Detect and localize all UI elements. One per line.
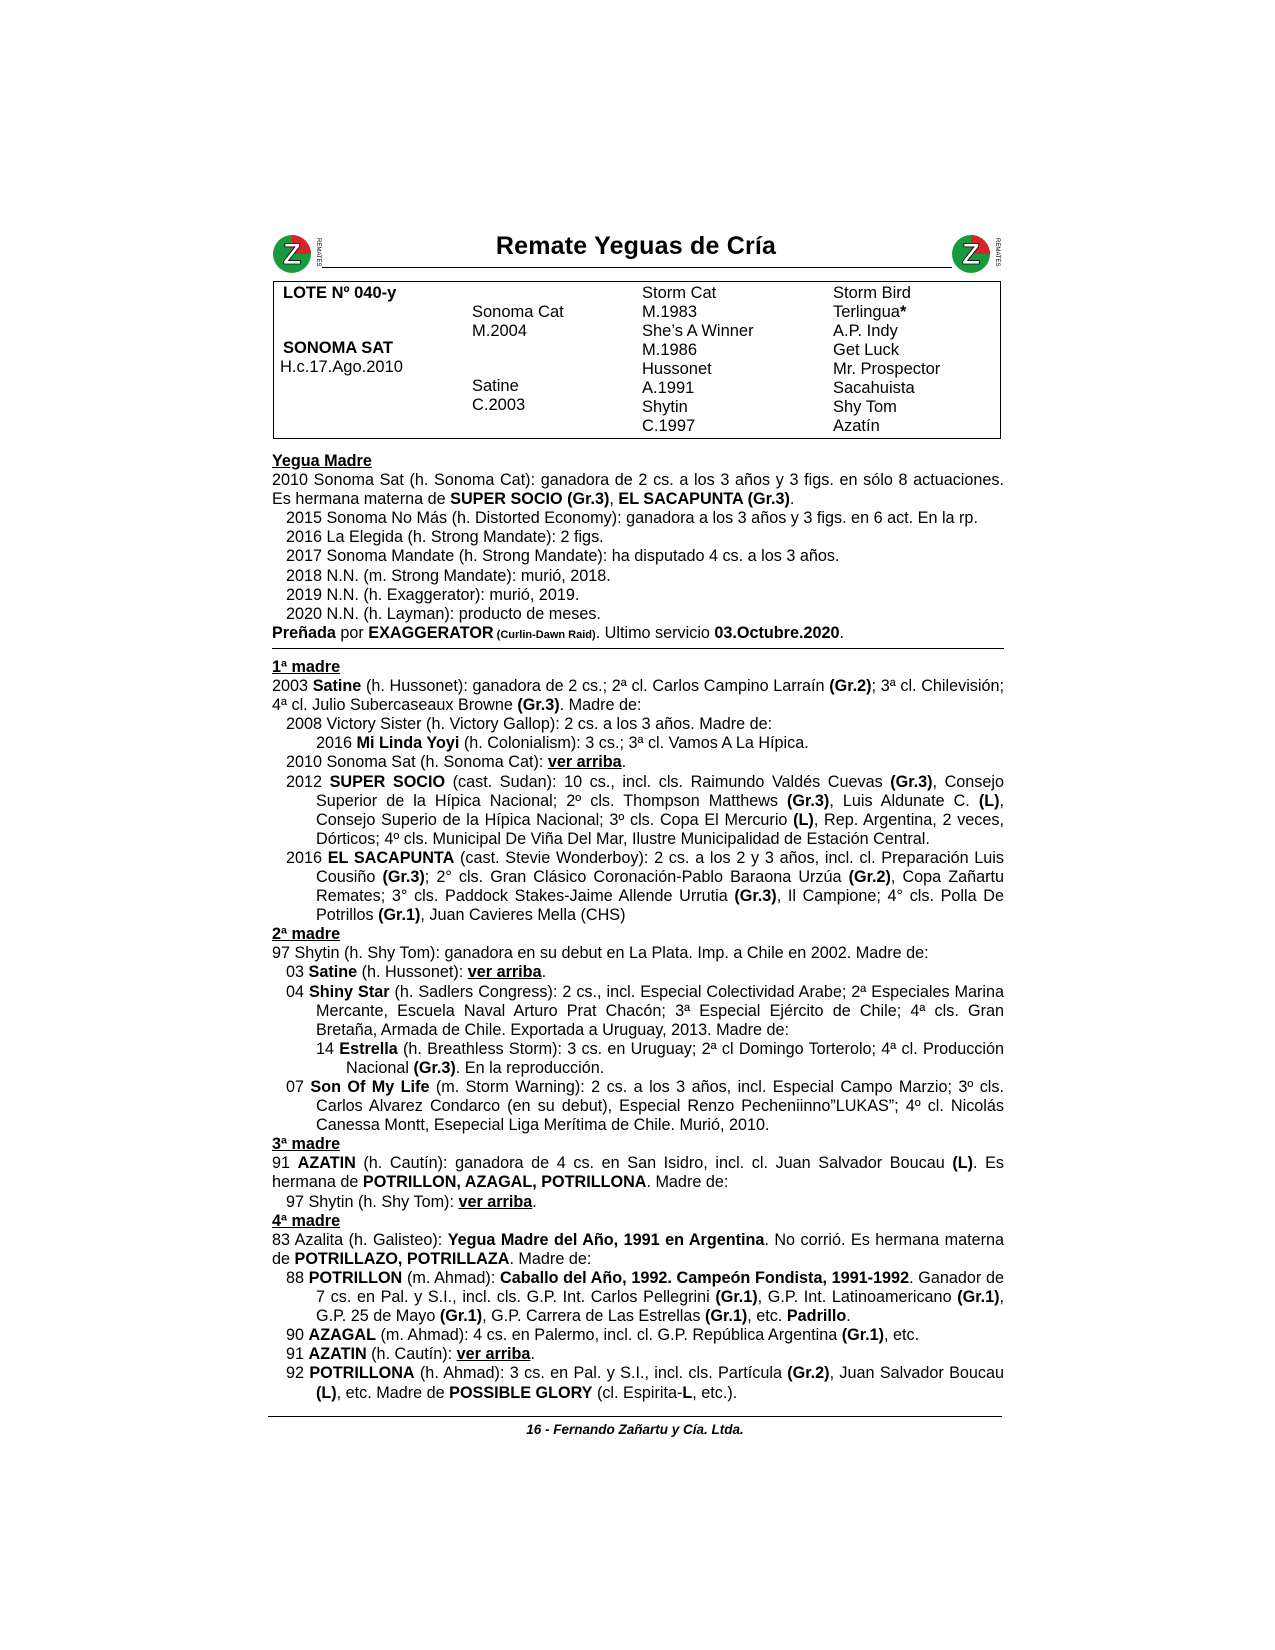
logo-left <box>272 226 324 278</box>
sibling-sep: , <box>609 490 619 509</box>
gen3-7: Shy Tom <box>833 398 897 416</box>
text-run: 2003 <box>272 677 313 696</box>
gen3-2 <box>833 303 906 322</box>
bold-text: (L) <box>793 810 814 829</box>
text-run: (h. Sadlers Congress): 2 cs., incl. Especial Colectividad Arabe; 2ª Especiales Marina Mercante, Escuela Naval Arturo Prat Chacón; 3ª Especial Ejército de Chile; 4ª cls. Gran Bretaña, Armada de Chile. Exportada a Uruguay, 2013. Madre de: <box>316 982 1004 1039</box>
text-run: 97 Shytin (h. Shy Tom): ganadora en su debut en La Plata. Imp. a Chile en 2002. Madre de: <box>272 944 929 963</box>
madre4-entry <box>272 1326 1004 1345</box>
text-run: , Rep. Argentina, 2 veces, Dórticos; 4º cls. Municipal De Viña Del Mar, Ilustre Municipalidad de Estación Central. <box>316 810 1004 848</box>
bold-text: Estrella <box>339 1039 398 1058</box>
bold-text: Shiny Star <box>308 982 390 1001</box>
text-run: . <box>541 963 547 982</box>
madre4-entry <box>272 1364 1004 1402</box>
text-run: . Madre de: <box>559 696 642 715</box>
madre3-intro <box>272 1154 1004 1192</box>
text-run: . Madre de: <box>509 1249 592 1268</box>
bold-text: (Gr.3) <box>787 791 830 810</box>
bold-text: EL SACAPUNTA <box>327 848 455 867</box>
text-run: (h. Breathless Storm): 3 cs. en Uruguay; 2ª cl Domingo Torterolo; 4ª cl. Producción Nacional <box>346 1039 1004 1077</box>
bold-text: Padrillo <box>786 1307 847 1326</box>
bold-text: Mi Linda Yoyi <box>356 734 460 753</box>
product-line: 2016 La Elegida (h. Strong Mandate): 2 figs. <box>286 528 604 547</box>
bold-text: Satine <box>308 963 358 982</box>
madre2-entry <box>272 963 1004 982</box>
pregnancy-line <box>272 624 1004 645</box>
bold-text: (Gr.3) <box>517 696 560 715</box>
bold-text: (Gr.2) <box>829 677 872 696</box>
bold-text: (Gr.2) <box>787 1364 830 1383</box>
gen2-3: She’s A Winner <box>642 322 754 340</box>
bold-text: SUPER SOCIO <box>329 772 446 791</box>
madre4-entry <box>272 1345 1004 1364</box>
text-run: , Luis Aldunate C. <box>829 791 979 810</box>
bold-text: POTRILLON <box>308 1268 403 1287</box>
text-run: , G.P. Carrera de Las Estrellas <box>482 1307 705 1326</box>
bold-text: AZATIN <box>297 1154 356 1173</box>
bold-text: POTRILLON, AZAGAL, POTRILLONA <box>362 1173 647 1192</box>
text-run: 2016 <box>316 734 357 753</box>
madre1-entry <box>272 849 1004 925</box>
gen3-4: Get Luck <box>833 341 900 359</box>
logo-right <box>951 226 1003 278</box>
madre1-intro <box>272 677 1004 715</box>
bold-text: L <box>682 1383 693 1402</box>
text-run: , G.P. Int. Latinoamericano <box>757 1288 958 1307</box>
text-run: (h. Colonialism): 3 cs.; 3ª cl. Vamos A La Hípica. <box>459 734 809 753</box>
text-run: (h. Ahmad): 3 cs. en Pal. y S.I., incl. cls. Partícula <box>414 1364 788 1383</box>
gen3-2-name: Terlingua <box>833 303 900 321</box>
svg-text:REMATES: REMATES <box>994 238 1000 267</box>
bold-text: Satine <box>312 677 362 696</box>
pregnant-por: por <box>335 623 369 642</box>
yegua-madre-intro <box>272 471 1004 509</box>
ver-arriba-ref: ver arriba <box>547 753 622 772</box>
text-run: (h. Hussonet): <box>357 963 468 982</box>
text-run: 92 <box>286 1364 310 1383</box>
bold-text: POTRILLAZO, POTRILLAZA <box>294 1249 510 1268</box>
bold-text: (Gr.1) <box>705 1307 748 1326</box>
bold-text: (Gr.1) <box>957 1288 1000 1307</box>
bold-text: (Gr.1) <box>841 1326 884 1345</box>
madre1-entry <box>272 715 1004 734</box>
bold-text: Yegua Madre del Año, 1991 en Argentina <box>447 1230 765 1249</box>
bold-text: Son Of My Life <box>310 1078 430 1096</box>
text-run: (m. Ahmad): <box>402 1268 501 1287</box>
yegua-madre-intro-text: 2010 Sonoma Sat (h. Sonoma Cat): ganadora de 2 cs. a los 3 años y 3 figs. en sólo 8 actuaciones. Es hermana materna de <box>272 471 1004 509</box>
bold-text: (Gr.3) <box>382 867 425 886</box>
text-run: 03 <box>286 963 309 982</box>
gen3-1: Storm Bird <box>833 284 911 302</box>
text-run: . Madre de: <box>646 1173 729 1192</box>
bold-text: (Gr.3) <box>413 1058 456 1077</box>
madre3-heading: 3ª madre <box>272 1135 341 1154</box>
content <box>272 452 1004 1403</box>
text-run: 83 Azalita (h. Galisteo): <box>272 1230 448 1249</box>
product-line: 2020 N.N. (h. Layman): producto de meses. <box>286 604 601 623</box>
ver-arriba-ref: ver arriba <box>456 1345 531 1364</box>
text-run: 91 <box>286 1345 309 1364</box>
madre1-entry <box>272 753 1004 772</box>
sire-name: Sonoma Cat <box>472 303 564 321</box>
sibling-2: EL SACAPUNTA (Gr.3) <box>618 490 790 509</box>
text-run: . <box>621 753 627 772</box>
pedigree-box <box>273 281 1001 439</box>
gen2-7: Shytin <box>642 398 688 416</box>
text-run: . Es hermana de <box>272 1154 1004 1192</box>
page-footer: 16 - Fernando Zañartu y Cía. Ltda. <box>526 1422 744 1437</box>
madre3-entry <box>272 1193 1004 1212</box>
text-run: (h. Cautín): ganadora de 4 cs. en San Isidro, incl. cl. Juan Salvador Boucau <box>355 1154 953 1173</box>
text-run: (cast. Sudan): 10 cs., incl. cls. Raimundo Valdés Cuevas <box>445 772 891 791</box>
bold-text: AZATIN <box>308 1345 367 1364</box>
svg-text:REMATES: REMATES <box>315 238 321 267</box>
svg-text:Z: Z <box>961 238 981 271</box>
service-end: . <box>839 623 844 642</box>
gen3-3: A.P. Indy <box>833 322 898 340</box>
madre2-entry <box>272 983 1004 1040</box>
madre2-heading: 2ª madre <box>272 925 341 944</box>
horse-birth: H.c.17.Ago.2010 <box>280 358 403 376</box>
intro-end: . <box>789 490 795 509</box>
bold-text: (Gr.2) <box>848 867 891 886</box>
pregnant-sire: EXAGGERATOR <box>368 623 494 642</box>
madre1-entry <box>272 734 1004 753</box>
ver-arriba-ref: ver arriba <box>467 963 542 982</box>
page-title: Remate Yeguas de Cría <box>495 232 777 260</box>
bold-text: (Gr.1) <box>439 1307 483 1326</box>
bold-text: (Gr.1) <box>378 906 421 925</box>
madre2-entry <box>272 1040 1004 1078</box>
gen2-5: Hussonet <box>642 360 712 378</box>
text-run: , Copa Zañartu Remates; 3° cls. Paddock Stakes-Jaime Allende Urrutia <box>316 867 1004 906</box>
text-run: (h. Cautín): <box>366 1345 457 1364</box>
text-run: 88 <box>286 1268 309 1287</box>
svg-text:Z: Z <box>282 238 302 271</box>
text-run: , Consejo Superior de la Hípica Nacional; 2º cls. Thompson Matthews <box>316 772 1005 810</box>
text-run: , Juan Cavieres Mella (CHS) <box>420 906 626 925</box>
text-run: (cast. Stevie Wonderboy): 2 cs. a los 2 y 3 años, incl. cl. Preparación Luis Cousiño <box>316 848 1004 886</box>
text-run: . No corrió. Es hermana materna de <box>272 1230 1004 1268</box>
sire-birth: M.2004 <box>472 322 528 340</box>
madre2-entry <box>272 1078 1004 1135</box>
text-run: ; 2° cls. Gran Clásico Coronación-Pablo Baraona Urzúa <box>424 867 849 886</box>
madre1-heading: 1ª madre <box>272 657 341 676</box>
title-rule <box>322 267 952 268</box>
text-run: , etc. <box>884 1326 920 1345</box>
gen3-6: Sacahuista <box>833 379 915 397</box>
text-run: 90 <box>286 1326 309 1345</box>
text-run: 04 <box>286 982 309 1001</box>
text-run: . En la reproducción. <box>455 1058 605 1077</box>
product-line: 2015 Sonoma No Más (h. Distorted Economy): ganadora a los 3 años y 3 figs. en 6 act. En la rp. <box>286 509 978 528</box>
gen2-2: M.1983 <box>642 303 698 321</box>
text-run: (h. Hussonet): ganadora de 2 cs.; 2ª cl. Carlos Campino Larraín <box>361 677 830 696</box>
text-run: . <box>532 1192 537 1211</box>
text-run: . Ganador de 7 cs. en Pal. y S.I., incl. cls. G.P. Int. Carlos Pellegrini <box>316 1268 1004 1307</box>
imported-star: * <box>899 303 907 321</box>
yegua-madre-heading: Yegua Madre <box>272 452 372 470</box>
dam-name: Satine <box>472 377 519 395</box>
bold-text: (L) <box>316 1383 337 1402</box>
bold-text: POSSIBLE GLORY <box>449 1383 593 1402</box>
section-divider <box>272 648 1004 649</box>
bold-text: POTRILLONA <box>309 1364 415 1383</box>
text-run: (m. Storm Warning): 2 cs. a los 3 años, incl. Especial Campo Marzio; 3º cls. Carlos Alvarez Condarco (en su debut), Especial Renzo Pecheniinno”LUKAS”; 4º cl. Nicolás Canessa Montt, Esepecial Liga Merítima de Chile. Murió, 2010. <box>316 1078 1004 1135</box>
footer-rule <box>268 1416 1002 1417</box>
product-line: 2019 N.N. (h. Exaggerator): murió, 2019. <box>286 585 580 604</box>
text-run: , etc.). <box>692 1383 738 1402</box>
text-run: , Consejo Superio de la Hípica Nacional; 3º cls. Copa El Mercurio <box>316 791 1004 829</box>
text-run: , etc. <box>747 1307 787 1326</box>
ver-arriba-ref: ver arriba <box>458 1192 533 1211</box>
text-run: 97 Shytin (h. Shy Tom): <box>286 1192 459 1211</box>
gen2-4: M.1986 <box>642 341 698 359</box>
text-run: , Il Campione; 4° cls. Polla De Potrillos <box>316 887 1004 925</box>
gen3-5: Mr. Prospector <box>833 360 941 378</box>
text-run: 2010 Sonoma Sat (h. Sonoma Cat): <box>286 753 548 772</box>
gen3-8: Azatín <box>833 417 880 435</box>
text-run: 2016 <box>286 848 328 867</box>
text-run: 2008 Victory Sister (h. Victory Gallop): 2 cs. a los 3 años. Madre de: <box>286 715 773 734</box>
madre1-entry <box>272 773 1004 849</box>
family-sections <box>272 658 1004 1403</box>
text-run: 07 <box>286 1078 311 1096</box>
text-run: 14 <box>316 1039 340 1058</box>
bold-text: (Gr.3) <box>890 772 933 791</box>
madre2-intro <box>272 944 1004 963</box>
madre4-heading: 4ª madre <box>272 1211 341 1230</box>
pregnant-sire-pedigree: (Curlin-Dawn Raid) <box>493 628 596 641</box>
text-run: , Juan Salvador Boucau <box>829 1364 1004 1383</box>
dam-birth: C.2003 <box>472 396 526 414</box>
product-line: 2018 N.N. (m. Strong Mandate): murió, 2018. <box>286 566 611 585</box>
lot-number: LOTE Nº 040-y <box>283 284 397 302</box>
text-run: . <box>846 1307 851 1326</box>
text-run: 2012 <box>286 772 330 791</box>
gen2-6: A.1991 <box>642 379 695 397</box>
product-line: 2017 Sonoma Mandate (h. Strong Mandate): ha disputado 4 cs. a los 3 años. <box>286 547 840 566</box>
service-date: 03.Octubre.2020 <box>714 623 840 642</box>
horse-name: SONOMA SAT <box>283 339 393 357</box>
madre4-intro <box>272 1231 1004 1269</box>
pregnant-label: Preñada <box>272 623 336 642</box>
bold-text: (Gr.3) <box>734 887 777 906</box>
text-run: 91 <box>272 1154 298 1173</box>
sibling-1: SUPER SOCIO (Gr.3) <box>450 490 610 509</box>
bold-text: (L) <box>952 1154 973 1173</box>
gen2-8: C.1997 <box>642 417 696 435</box>
text-run: ; 3ª cl. Chilevisión; 4ª cl. Julio Subercaseaux Browne <box>272 677 1004 715</box>
text-run: (cl. Espirita- <box>592 1383 683 1402</box>
bold-text: (L) <box>978 791 1000 810</box>
bold-text: AZAGAL <box>308 1326 376 1345</box>
gen2-1: Storm Cat <box>642 284 717 302</box>
text-run: (m. Ahmad): 4 cs. en Palermo, incl. cl. G.P. República Argentina <box>375 1326 842 1345</box>
text-run: , etc. Madre de <box>336 1383 450 1402</box>
madre4-entry <box>272 1269 1004 1326</box>
service-text: . Ultimo servicio <box>595 623 715 642</box>
bold-text: Caballo del Año, 1992. Campeón Fondista, 1991-1992 <box>500 1268 910 1287</box>
text-run: . <box>530 1345 535 1364</box>
bold-text: (Gr.1) <box>715 1288 758 1307</box>
text-run: , G.P. 25 de Mayo <box>316 1288 1004 1326</box>
